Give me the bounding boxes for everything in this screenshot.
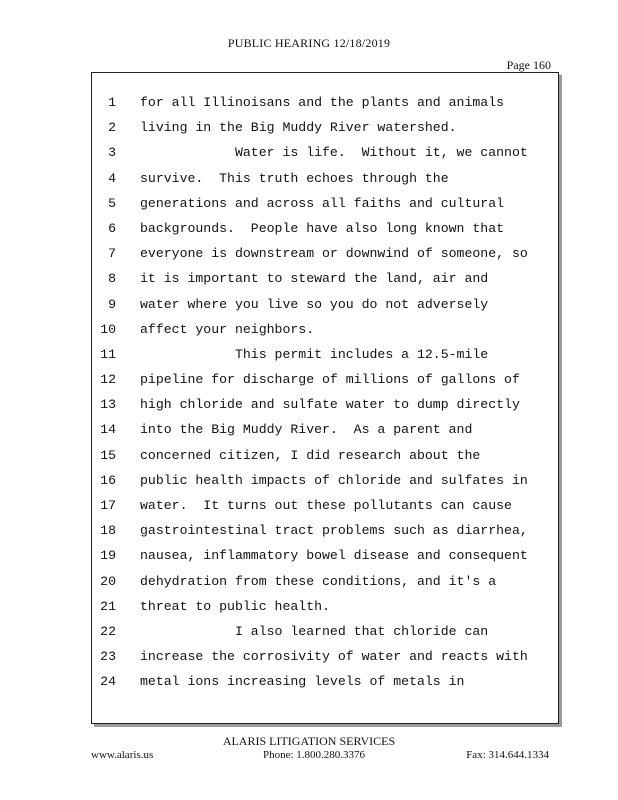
line-text: This permit includes a 12.5-mile bbox=[140, 346, 489, 362]
line-number: 14 bbox=[100, 422, 116, 438]
line-number: 22 bbox=[100, 623, 116, 639]
line-text: for all Illinoisans and the plants and animals bbox=[140, 95, 505, 110]
transcript-line bbox=[100, 266, 489, 291]
footer-website: www.alaris.us bbox=[91, 749, 154, 761]
line-number: 5 bbox=[108, 195, 116, 211]
transcript-line bbox=[100, 493, 512, 518]
transcript-line bbox=[100, 619, 489, 644]
line-text: concerned citizen, I did research about the bbox=[140, 447, 481, 463]
line-text: water where you live so you do not adversely bbox=[140, 296, 489, 312]
footer-company: ALARIS LITIGATION SERVICES bbox=[222, 734, 396, 748]
footer-phone: Phone: 1.800.280.3376 bbox=[263, 749, 366, 761]
line-text: everyone is downstream or downwind of someone, so bbox=[140, 246, 528, 262]
line-text: survive. This truth echoes through the bbox=[140, 170, 449, 186]
line-text: nausea, inflammatory bowel disease and consequent bbox=[140, 548, 528, 564]
line-text: metal ions increasing levels of metals in bbox=[140, 674, 465, 690]
line-text: Water is life. Without it, we cannot bbox=[140, 145, 528, 161]
line-text: affect your neighbors. bbox=[140, 321, 315, 337]
line-text: I also learned that chloride can bbox=[140, 623, 489, 639]
line-number: 20 bbox=[100, 573, 116, 589]
line-number: 3 bbox=[108, 145, 116, 161]
transcript-line bbox=[100, 115, 457, 140]
line-number: 15 bbox=[100, 447, 116, 463]
line-number: 21 bbox=[100, 598, 116, 614]
transcript-line bbox=[100, 216, 505, 241]
transcript-line bbox=[100, 166, 449, 191]
transcript-line bbox=[100, 669, 465, 694]
transcript-line bbox=[100, 644, 528, 669]
line-text: high chloride and sulfate water to dump directly bbox=[140, 397, 520, 413]
transcript-line bbox=[100, 90, 505, 115]
transcript-line bbox=[100, 191, 505, 216]
transcript-line bbox=[100, 140, 528, 165]
transcript-line bbox=[100, 367, 520, 392]
transcript-line bbox=[100, 518, 528, 543]
transcript-line bbox=[100, 594, 330, 619]
line-text: generations and across all faiths and cultural bbox=[140, 195, 505, 211]
line-number: 24 bbox=[100, 674, 116, 690]
line-number: 8 bbox=[108, 271, 116, 287]
transcript-line bbox=[100, 569, 497, 594]
line-number: 10 bbox=[100, 321, 116, 337]
transcript-line bbox=[100, 241, 528, 266]
transcript-lines bbox=[100, 90, 528, 695]
footer-fax: Fax: 314.644.1334 bbox=[466, 749, 549, 761]
line-number: 13 bbox=[100, 397, 116, 413]
line-text: threat to public health. bbox=[140, 598, 330, 614]
line-number: 16 bbox=[100, 472, 116, 488]
line-text: water. It turns out these pollutants can cause bbox=[140, 498, 512, 513]
line-number: 1 bbox=[108, 95, 116, 110]
line-number: 17 bbox=[100, 498, 116, 513]
line-text: increase the corrosivity of water and reacts with bbox=[140, 649, 528, 665]
transcript-line bbox=[100, 317, 315, 342]
line-number: 23 bbox=[100, 649, 116, 665]
transcript-line bbox=[100, 468, 528, 493]
transcript-line bbox=[100, 392, 520, 417]
line-text: into the Big Muddy River. As a parent and bbox=[140, 422, 473, 438]
line-number: 12 bbox=[100, 372, 116, 388]
line-number: 4 bbox=[108, 170, 116, 186]
line-number: 2 bbox=[108, 120, 116, 136]
line-text: backgrounds. People have also long known that bbox=[140, 220, 505, 236]
line-number: 7 bbox=[108, 246, 116, 262]
page-number: Page 160 bbox=[506, 58, 551, 72]
transcript-line bbox=[100, 292, 489, 317]
transcript-line bbox=[100, 417, 473, 442]
line-number: 11 bbox=[100, 346, 116, 362]
line-text: dehydration from these conditions, and it's a bbox=[140, 573, 497, 589]
line-text: gastrointestinal tract problems such as diarrhea, bbox=[140, 523, 528, 539]
line-text: living in the Big Muddy River watershed. bbox=[140, 120, 457, 136]
line-text: pipeline for discharge of millions of gallons of bbox=[140, 372, 520, 388]
line-number: 6 bbox=[108, 220, 116, 236]
line-text: public health impacts of chloride and sulfates in bbox=[140, 472, 528, 488]
page-header-title: PUBLIC HEARING 12/18/2019 bbox=[227, 36, 391, 50]
line-number: 18 bbox=[100, 523, 116, 539]
transcript-line bbox=[100, 543, 528, 568]
line-number: 9 bbox=[108, 296, 116, 312]
line-number: 19 bbox=[100, 548, 116, 564]
transcript-line bbox=[100, 443, 481, 468]
line-text: it is important to steward the land, air and bbox=[140, 271, 489, 287]
transcript-line bbox=[100, 342, 489, 367]
